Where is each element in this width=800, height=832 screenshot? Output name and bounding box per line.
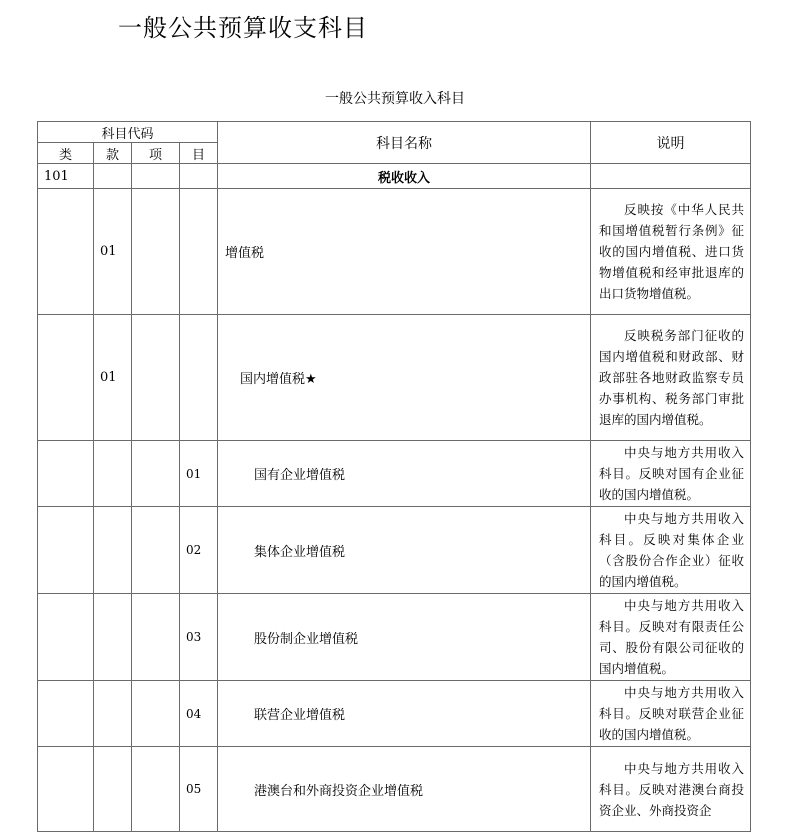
cell-mu [180,164,218,189]
cell-desc: 中央与地方共用收入科目。反映对联营企业征收的国内增值税。 [591,681,751,747]
table-row [38,681,751,747]
cell-kuan: 01 [94,189,132,315]
cell-xiang [132,441,180,507]
cell-lei: 101 [38,164,94,189]
cell-desc: 中央与地方共用收入科目。反映对集体企业（含股份合作企业）征收的国内增值税。 [591,507,751,594]
cell-lei [38,189,94,315]
cell-kuan [94,747,132,832]
cell-kuan [94,164,132,189]
cell-desc: 反映按《中华人民共和国增值税暂行条例》征收的国内增值税、进口货物增值税和经审批退库的出口货物增值税。 [591,189,751,315]
cell-name: 港澳台和外商投资企业增值税 [218,747,591,832]
cell-xiang [132,315,180,441]
cell-name: 集体企业增值税 [218,507,591,594]
cell-mu: 02 [180,507,218,594]
cell-desc: 中央与地方共用收入科目。反映对有限责任公司、股份有限公司征收的国内增值税。 [591,594,751,681]
cell-lei [38,441,94,507]
header-name: 科目名称 [218,122,591,164]
cell-lei [38,594,94,681]
header-xiang: 项 [132,143,180,164]
table-row [38,189,751,315]
cell-name: 联营企业增值税 [218,681,591,747]
cell-mu: 04 [180,681,218,747]
budget-subject-table [37,121,751,832]
cell-mu [180,189,218,315]
cell-name: 股份制企业增值税 [218,594,591,681]
cell-xiang [132,594,180,681]
cell-kuan [94,681,132,747]
cell-xiang [132,681,180,747]
table-row [38,441,751,507]
cell-xiang [132,164,180,189]
header-desc: 说明 [591,122,751,164]
header-lei: 类 [38,143,94,164]
document-title: 一般公共预算收支科目 [118,14,368,42]
cell-mu: 05 [180,747,218,832]
cell-name: 国内增值税★ [218,315,591,441]
header-kuan: 款 [94,143,132,164]
cell-desc: 中央与地方共用收入科目。反映对港澳台商投资企业、外商投资企 [591,747,751,832]
cell-lei [38,681,94,747]
cell-mu: 03 [180,594,218,681]
cell-kuan: 01 [94,315,132,441]
cell-xiang [132,189,180,315]
cell-kuan [94,594,132,681]
table-row [38,507,751,594]
cell-xiang [132,507,180,594]
cell-desc: 中央与地方共用收入科目。反映对国有企业征收的国内增值税。 [591,441,751,507]
cell-lei [38,507,94,594]
cell-name: 税收收入 [218,164,591,189]
cell-mu [180,315,218,441]
cell-kuan [94,507,132,594]
cell-name: 国有企业增值税 [218,441,591,507]
table-row [38,594,751,681]
header-code-group: 科目代码 [38,122,218,143]
cell-name: 增值税 [218,189,591,315]
cell-lei [38,747,94,832]
table-row [38,315,751,441]
table-caption: 一般公共预算收入科目 [325,91,465,107]
table-row [38,164,751,189]
cell-lei [38,315,94,441]
table-row [38,747,751,832]
cell-desc: 反映税务部门征收的国内增值税和财政部、财政部驻各地财政监察专员办事机构、税务部门审批退库的国内增值税。 [591,315,751,441]
cell-mu: 01 [180,441,218,507]
header-mu: 目 [180,143,218,164]
cell-kuan [94,441,132,507]
cell-desc [591,164,751,189]
cell-xiang [132,747,180,832]
